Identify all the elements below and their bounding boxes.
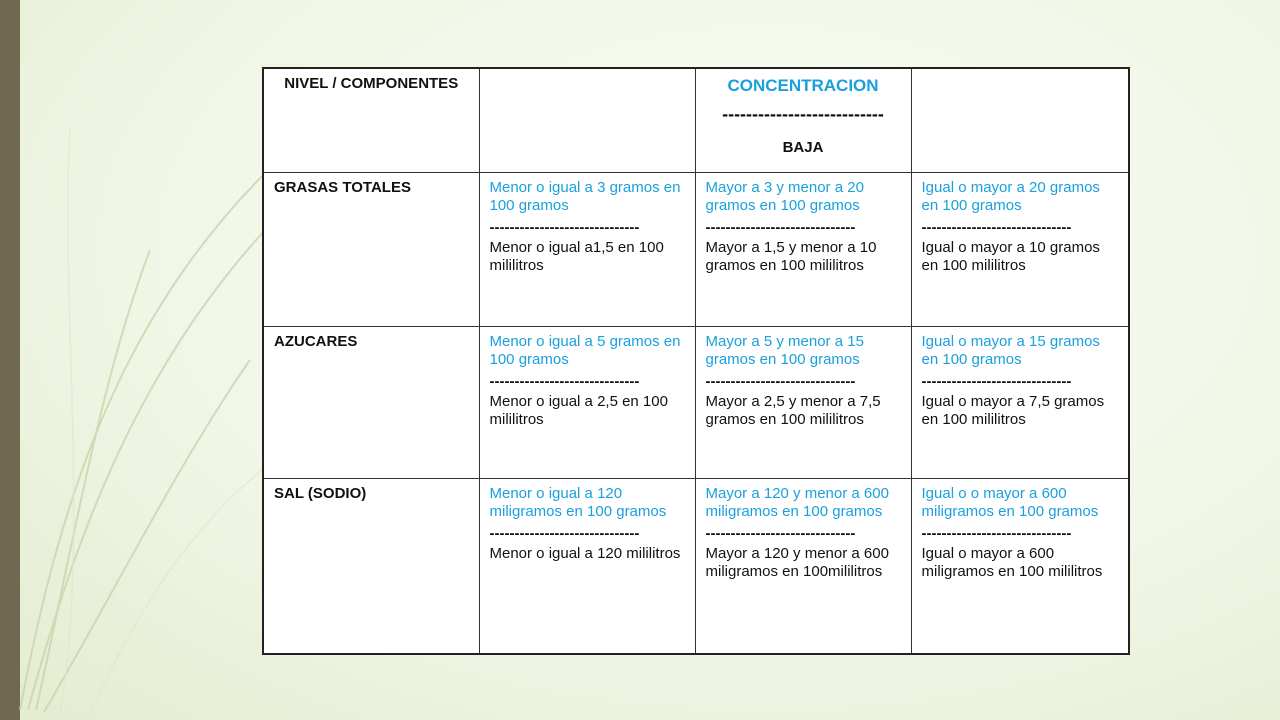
cell-solid-criteria: Igual o mayor a 15 gramos en 100 gramos	[921, 332, 1100, 368]
cell-low	[479, 478, 695, 654]
cell-solid-criteria: Mayor a 5 y menor a 15 gramos en 100 gramos	[705, 332, 864, 368]
concentration-level: BAJA	[782, 139, 824, 156]
cell-divider: ------------------------------	[705, 218, 856, 236]
concentration-title: CONCENTRACION	[727, 76, 879, 95]
cell-solid-criteria: Igual o mayor a 20 gramos en 100 gramos	[921, 178, 1100, 214]
cell-solid-criteria: Mayor a 3 y menor a 20 gramos en 100 gramos	[705, 178, 864, 214]
cell-medium	[695, 172, 911, 326]
header-row	[263, 68, 1129, 172]
cell-solid-criteria: Menor o igual a 5 gramos en 100 gramos	[489, 332, 681, 368]
cell-divider: ------------------------------	[705, 524, 856, 542]
cell-high	[911, 326, 1129, 478]
cell-divider: ------------------------------	[921, 524, 1072, 542]
row-label-grasas: GRASAS TOTALES	[263, 172, 479, 326]
header-concentration-cell	[695, 68, 911, 172]
cell-high	[911, 478, 1129, 654]
cell-liquid-criteria: Mayor a 120 y menor a 600 miligramos en 100mililitros	[705, 544, 889, 580]
header-component-label: NIVEL / COMPONENTES	[263, 68, 479, 172]
cell-liquid-criteria: Menor o igual a1,5 en 100 mililitros	[489, 238, 664, 274]
cell-liquid-criteria: Igual o mayor a 10 gramos en 100 mililitros	[921, 238, 1100, 274]
concentration-divider: ---------------------------	[722, 104, 884, 124]
cell-liquid-criteria: Menor o igual a 2,5 en 100 mililitros	[489, 392, 668, 428]
cell-liquid-criteria: Mayor a 2,5 y menor a 7,5 gramos en 100 mililitros	[705, 392, 881, 428]
cell-low	[479, 326, 695, 478]
cell-solid-criteria: Menor o igual a 120 miligramos en 100 gramos	[489, 484, 667, 520]
cell-divider: ------------------------------	[921, 218, 1072, 236]
cell-liquid-criteria: Mayor a 1,5 y menor a 10 gramos en 100 mililitros	[705, 238, 877, 274]
row-label-sal: SAL (SODIO)	[263, 478, 479, 654]
cell-liquid-criteria: Igual o mayor a 7,5 gramos en 100 mililitros	[921, 392, 1105, 428]
cell-liquid-criteria: Menor o igual a 120 mililitros	[489, 544, 681, 562]
cell-low	[479, 172, 695, 326]
cell-high	[911, 172, 1129, 326]
table-row	[263, 172, 1129, 326]
cell-liquid-criteria: Igual o mayor a 600 miligramos en 100 mililitros	[921, 544, 1103, 580]
cell-solid-criteria: Mayor a 120 y menor a 600 miligramos en 100 gramos	[705, 484, 889, 520]
header-empty-cell-2	[911, 68, 1129, 172]
table-row	[263, 326, 1129, 478]
row-label-azucares: AZUCARES	[263, 326, 479, 478]
table-row	[263, 478, 1129, 654]
cell-divider: ------------------------------	[489, 372, 640, 390]
cell-medium	[695, 478, 911, 654]
cell-divider: ------------------------------	[705, 372, 856, 390]
cell-divider: ------------------------------	[489, 218, 640, 236]
cell-divider: ------------------------------	[921, 372, 1072, 390]
nutrient-concentration-table	[262, 67, 1130, 655]
cell-divider: ------------------------------	[489, 524, 640, 542]
cell-medium	[695, 326, 911, 478]
cell-solid-criteria: Menor o igual a 3 gramos en 100 gramos	[489, 178, 681, 214]
cell-solid-criteria: Igual o o mayor a 600 miligramos en 100 gramos	[921, 484, 1099, 520]
header-empty-cell-1	[479, 68, 695, 172]
